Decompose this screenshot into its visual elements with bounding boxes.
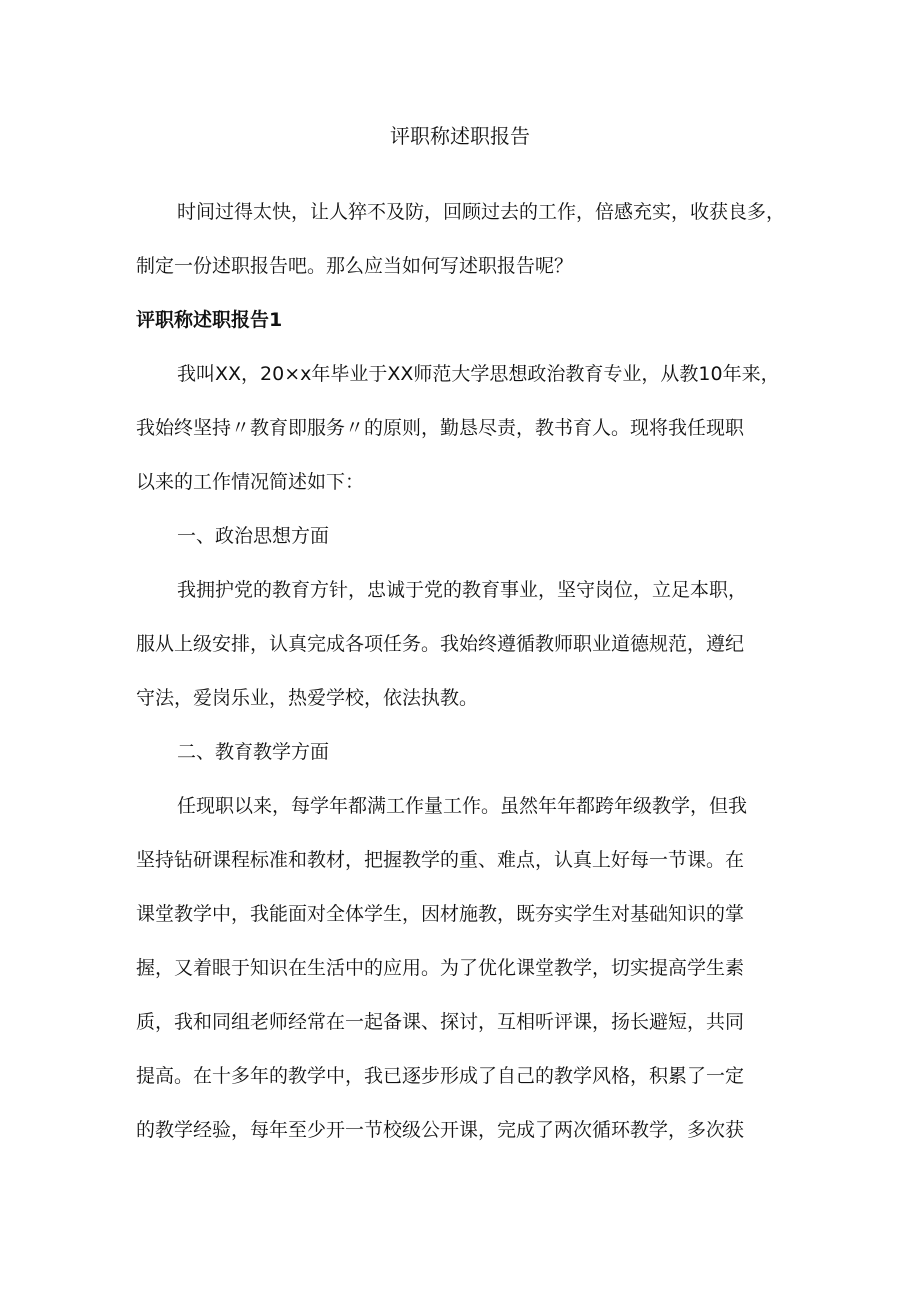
document-title: 评职称述职报告 [390, 124, 530, 148]
paragraph-line: 质，我和同组老师经常在一起备课、探讨，互相听评课，扬长避短，共同 [136, 1011, 745, 1033]
intro-line-1: 时间过得太快，让人猝不及防，回顾过去的工作，倍感充实，收获良多， [177, 201, 786, 223]
subsection-heading-teaching: 二、教育教学方面 [177, 741, 330, 763]
paragraph-line: 的教学经验，每年至少开一节校级公开课，完成了两次循环教学，多次获 [136, 1119, 745, 1141]
paragraph-line: 服从上级安排，认真完成各项任务。我始终遵循教师职业道德规范，遵纪 [136, 633, 745, 655]
paragraph-line: 坚持钻研课程标准和教材，把握教学的重、难点，认真上好每一节课。在 [136, 849, 745, 871]
paragraph-line: 以来的工作情况简述如下： [136, 471, 365, 493]
paragraph-line: 我拥护党的教育方针，忠诚于党的教育事业，坚守岗位，立足本职， [177, 579, 748, 601]
paragraph-line: 我始终坚持〃教育即服务〃的原则，勤恳尽责，教书育人。现将我任现职 [136, 417, 745, 439]
paragraph-line: 守法，爱岗乐业，热爱学校，依法执教。 [136, 687, 479, 709]
paragraph-line: 提高。在十多年的教学中，我已逐步形成了自己的教学风格，积累了一定 [136, 1065, 745, 1087]
paragraph-line: 课堂教学中，我能面对全体学生，因材施教，既夯实学生对基础知识的掌 [136, 903, 745, 925]
section-heading: 评职称述职报告1 [136, 309, 283, 331]
paragraph-line: 任现职以来，每学年都满工作量工作。虽然年年都跨年级教学，但我 [177, 795, 748, 817]
paragraph-line: 我叫XX，20×x年毕业于XX师范大学思想政治教育专业，从教10年来， [177, 363, 780, 385]
subsection-heading-political: 一、政治思想方面 [177, 525, 330, 547]
intro-line-2: 制定一份述职报告吧。那么应当如何写述职报告呢？ [136, 255, 574, 277]
paragraph-line: 握，又着眼于知识在生活中的应用。为了优化课堂教学，切实提高学生素 [136, 957, 745, 979]
